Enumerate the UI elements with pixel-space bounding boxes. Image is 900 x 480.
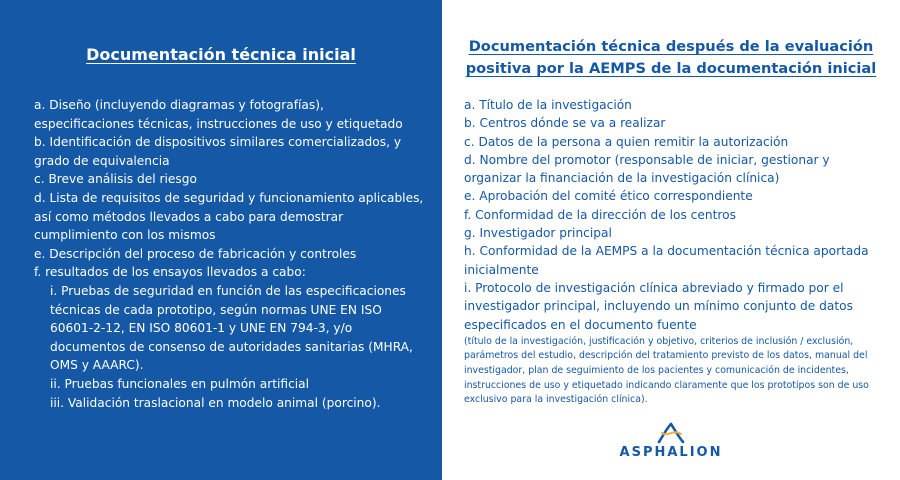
sub-list-item: ii. Pruebas funcionales en pulmón artificial xyxy=(50,376,310,391)
list-item: i. Protocolo de investigación clínica abreviado y firmado por el investigador principal, incluyendo un mínimo conjunto de datos especificados en el documento fuente xyxy=(464,280,853,332)
logo-text: ASPHALION xyxy=(619,445,723,460)
post-evaluation-documentation-panel xyxy=(442,0,900,480)
initial-documentation-panel xyxy=(0,0,442,480)
initial-documentation-list xyxy=(34,96,424,412)
list-item: f. Conformidad de la dirección de los centros xyxy=(464,207,736,222)
list-item: c. Breve análisis del riesgo xyxy=(34,172,197,187)
list-item: d. Nombre del promotor (responsable de iniciar, gestionar y organizar la financiación de la investigación clínica) xyxy=(464,152,830,186)
list-item: h. Conformidad de la AEMPS a la documentación técnica aportada inicialmente xyxy=(464,244,869,277)
asphalion-logo-icon xyxy=(656,422,686,444)
list-item: g. Investigador principal xyxy=(464,226,612,241)
company-logo xyxy=(442,422,900,460)
list-item: a. Diseño (incluyendo diagramas y fotografías), especificaciones técnicas, instrucciones de uso y etiquetado xyxy=(34,98,403,131)
post-evaluation-list xyxy=(464,96,884,408)
protocol-details-note: (título de la investigación, justificación y objetivo, criterios de inclusión / exclusión, parámetros del estudio, descripción del tratamiento previsto de los datos, manual del investigador, plan de seguimiento de los pacientes y comunicación de incidentes, instrucciones de uso y etiquetado indicando claramente que los prototipos son de uso exclusivo para la investigación clínica). xyxy=(464,335,869,406)
list-item: d. Lista de requisitos de seguridad y funcionamiento aplicables, así como métodos llevados a cabo para demostrar cumplimiento con los mismos xyxy=(34,190,424,243)
sub-list-item: i. Pruebas de seguridad en función de las especificaciones técnicas de cada prototipo, según normas UNE EN ISO 60601-2-12, EN ISO 80601-1 y UNE EN 794-3, y/o documentos de consenso de autoridades sanitarias (MHRA, OMS y AAARC). xyxy=(50,283,413,373)
post-evaluation-title: Documentación técnica después de la evaluación positiva por la AEMPS de la documentación inicial xyxy=(465,38,877,77)
list-item: c. Datos de la persona a quien remitir la autorización xyxy=(464,134,789,149)
list-item: a. Título de la investigación xyxy=(464,98,632,112)
list-item: b. Centros dónde se va a realizar xyxy=(464,116,666,131)
initial-documentation-title: Documentación técnica inicial xyxy=(86,45,356,64)
list-item: b. Identificación de dispositivos similares comercializados, y grado de equivalencia xyxy=(34,135,402,168)
list-item: e. Descripción del proceso de fabricación y controles xyxy=(34,246,357,261)
sub-list-item: iii. Validación traslacional en modelo animal (porcino). xyxy=(50,395,381,410)
list-item: e. Aprobación del comité ético correspondiente xyxy=(464,189,753,204)
list-item: f. resultados de los ensayos llevados a cabo: xyxy=(34,265,306,280)
